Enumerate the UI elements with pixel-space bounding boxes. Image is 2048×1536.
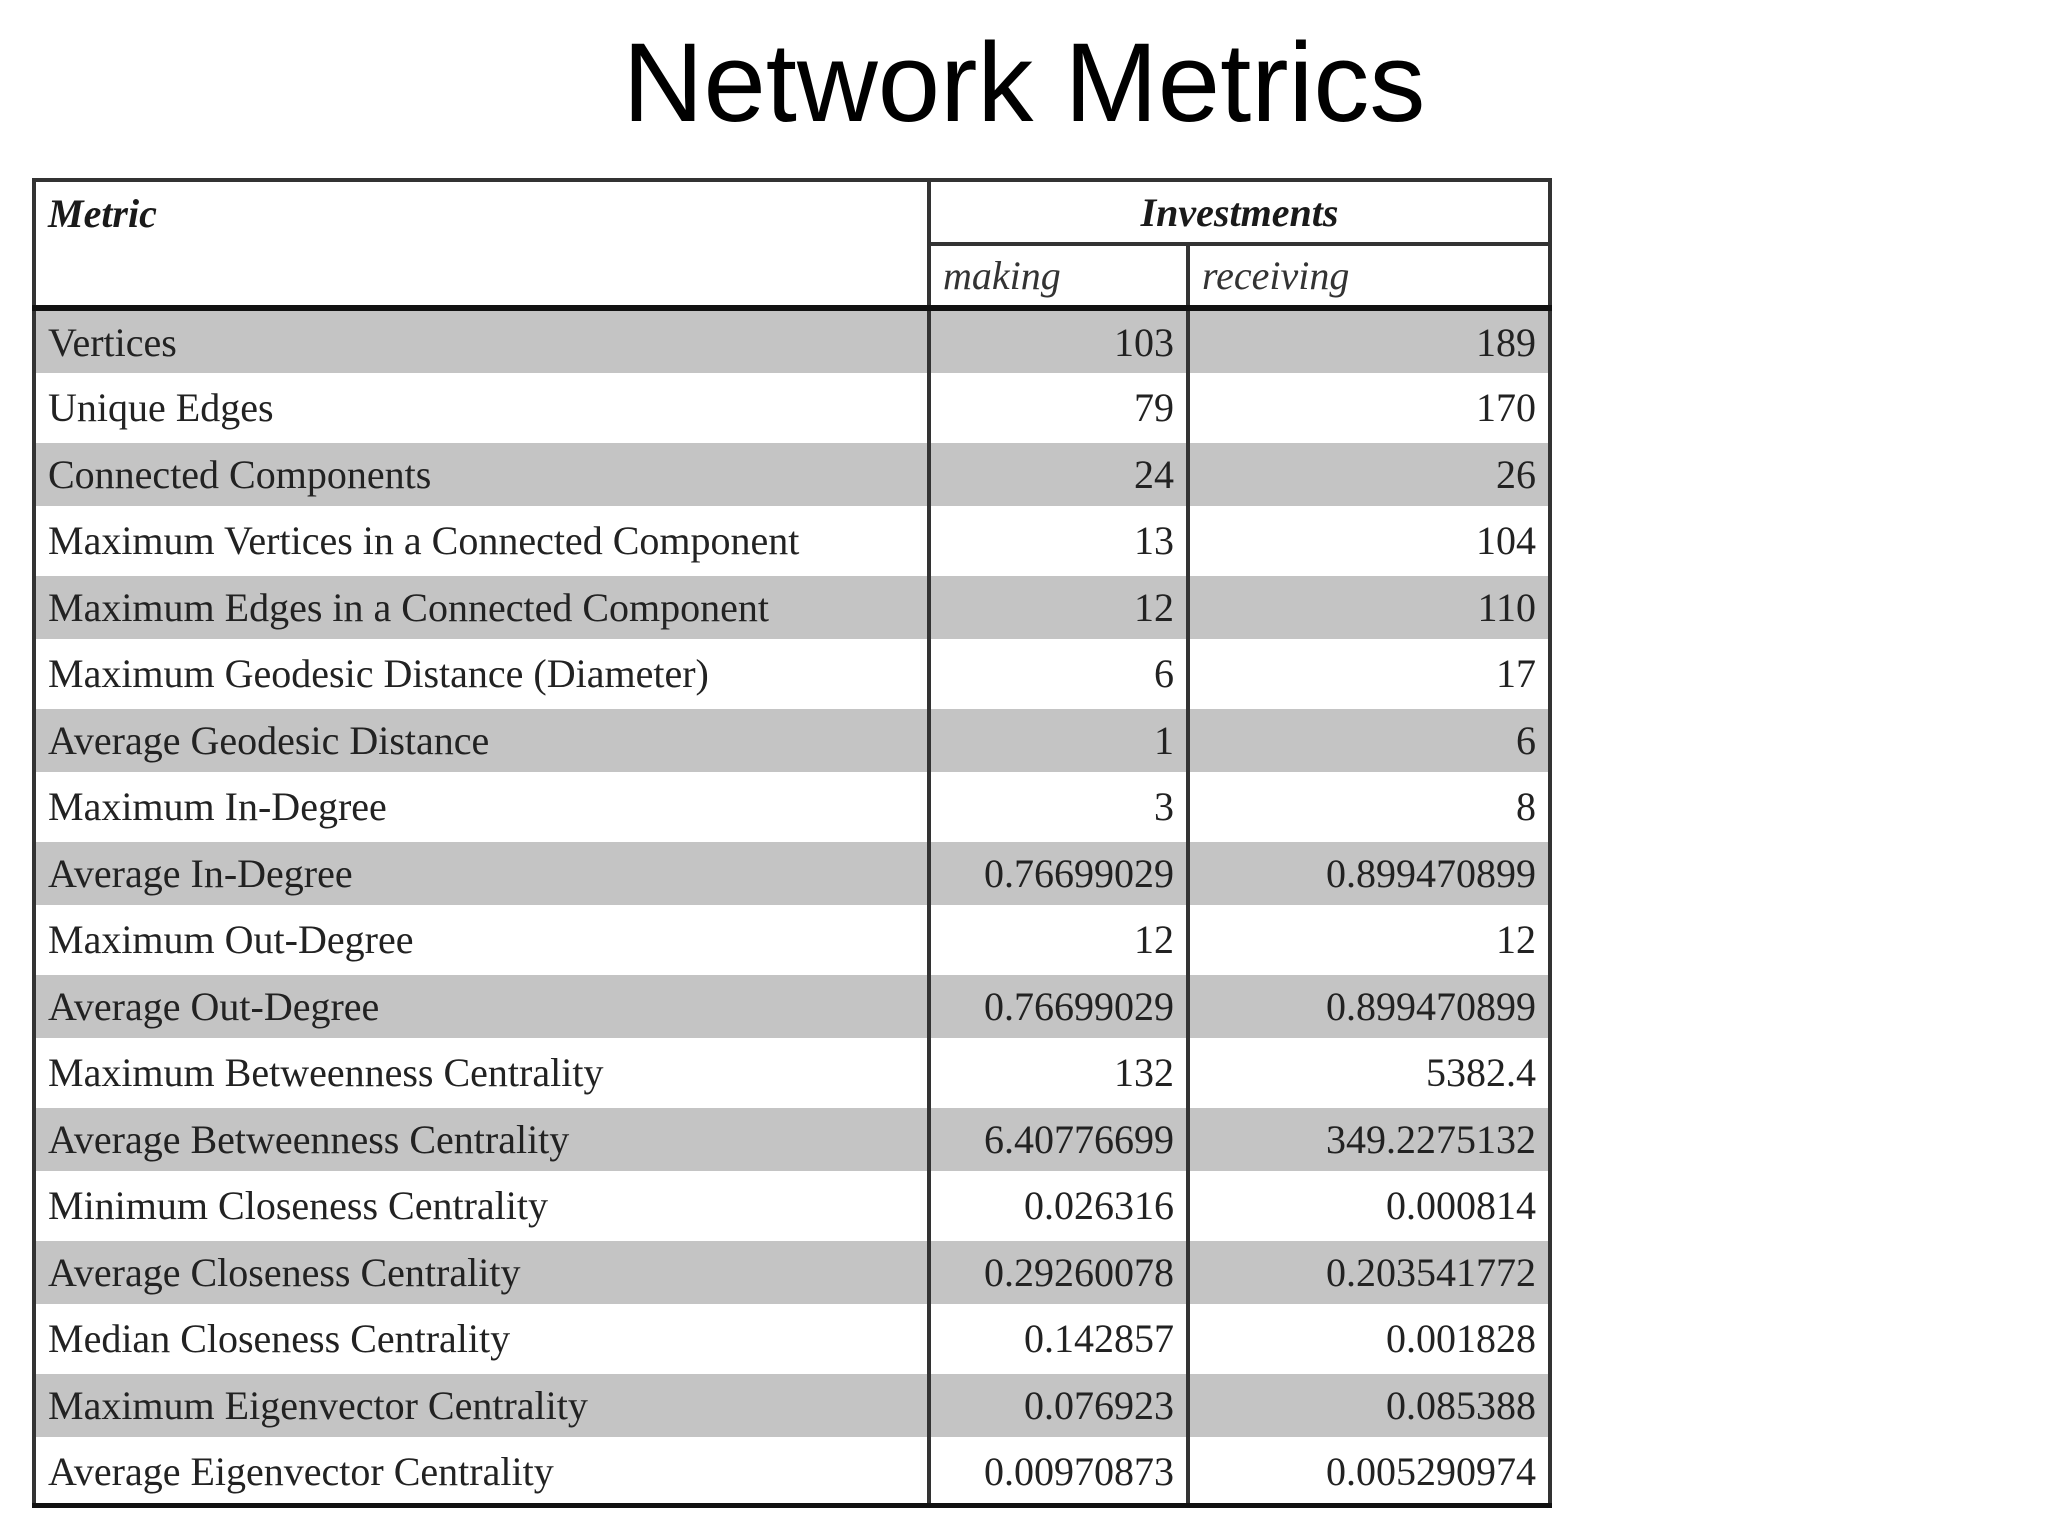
making-value-cell: 0.76699029 [929,973,1188,1040]
making-value-cell: 0.142857 [929,1306,1188,1373]
metric-name-cell: Vertices [34,308,929,375]
making-value-cell: 12 [929,574,1188,641]
receiving-value-cell: 26 [1188,441,1550,508]
receiving-value-cell: 6 [1188,707,1550,774]
table-row [34,1040,1550,1107]
table-header-row [34,180,1550,244]
receiving-value-cell: 5382.4 [1188,1040,1550,1107]
metric-name-cell: Maximum Geodesic Distance (Diameter) [34,641,929,708]
receiving-value-cell: 0.899470899 [1188,840,1550,907]
metric-name-cell: Median Closeness Centrality [34,1306,929,1373]
metric-name-cell: Average Betweenness Centrality [34,1106,929,1173]
receiving-value-cell: 0.203541772 [1188,1239,1550,1306]
receiving-value-cell: 110 [1188,574,1550,641]
network-metrics-table [32,178,1552,1508]
receiving-value-cell: 0.000814 [1188,1173,1550,1240]
table-row [34,907,1550,974]
table-row [34,441,1550,508]
making-value-cell: 12 [929,907,1188,974]
making-value-cell: 13 [929,508,1188,575]
metric-name-cell: Minimum Closeness Centrality [34,1173,929,1240]
metric-name-cell: Unique Edges [34,375,929,442]
table-row [34,840,1550,907]
making-value-cell: 6 [929,641,1188,708]
receiving-value-cell: 349.2275132 [1188,1106,1550,1173]
metric-name-cell: Average Eigenvector Centrality [34,1439,929,1506]
table-body [34,308,1550,1505]
making-value-cell: 0.76699029 [929,840,1188,907]
table-row [34,1239,1550,1306]
receiving-value-cell: 189 [1188,308,1550,375]
making-value-cell: 3 [929,774,1188,841]
receiving-value-cell: 0.005290974 [1188,1439,1550,1506]
table-row [34,707,1550,774]
receiving-value-cell: 0.899470899 [1188,973,1550,1040]
table-row [34,1439,1550,1506]
metric-name-cell: Connected Components [34,441,929,508]
table-row [34,774,1550,841]
table-row [34,973,1550,1040]
table-row [34,308,1550,375]
making-value-cell: 103 [929,308,1188,375]
table-row [34,375,1550,442]
making-value-cell: 0.026316 [929,1173,1188,1240]
metric-name-cell: Average Closeness Centrality [34,1239,929,1306]
receiving-value-cell: 0.085388 [1188,1372,1550,1439]
metric-name-cell: Maximum Eigenvector Centrality [34,1372,929,1439]
metrics-table-container [32,178,1548,1508]
table-row [34,641,1550,708]
table-row [34,574,1550,641]
making-value-cell: 79 [929,375,1188,442]
making-column-header: making [929,244,1188,308]
making-value-cell: 6.40776699 [929,1106,1188,1173]
table-row [34,1372,1550,1439]
table-row [34,1306,1550,1373]
metric-name-cell: Maximum In-Degree [34,774,929,841]
metric-column-header: Metric [34,180,929,244]
blank-subheader [34,244,929,308]
metric-name-cell: Maximum Out-Degree [34,907,929,974]
receiving-column-header: receiving [1188,244,1550,308]
making-value-cell: 0.076923 [929,1372,1188,1439]
investments-group-header: Investments [929,180,1550,244]
receiving-value-cell: 170 [1188,375,1550,442]
receiving-value-cell: 17 [1188,641,1550,708]
metric-name-cell: Average In-Degree [34,840,929,907]
table-subheader-row [34,244,1550,308]
receiving-value-cell: 0.001828 [1188,1306,1550,1373]
making-value-cell: 0.29260078 [929,1239,1188,1306]
table-row [34,1106,1550,1173]
receiving-value-cell: 104 [1188,508,1550,575]
metric-name-cell: Maximum Betweenness Centrality [34,1040,929,1107]
receiving-value-cell: 12 [1188,907,1550,974]
making-value-cell: 132 [929,1040,1188,1107]
receiving-value-cell: 8 [1188,774,1550,841]
table-row [34,508,1550,575]
metric-name-cell: Average Out-Degree [34,973,929,1040]
making-value-cell: 24 [929,441,1188,508]
metric-name-cell: Maximum Edges in a Connected Component [34,574,929,641]
making-value-cell: 0.00970873 [929,1439,1188,1506]
metric-name-cell: Maximum Vertices in a Connected Component [34,508,929,575]
table-row [34,1173,1550,1240]
metric-name-cell: Average Geodesic Distance [34,707,929,774]
slide-title: Network Metrics [622,20,1426,145]
making-value-cell: 1 [929,707,1188,774]
